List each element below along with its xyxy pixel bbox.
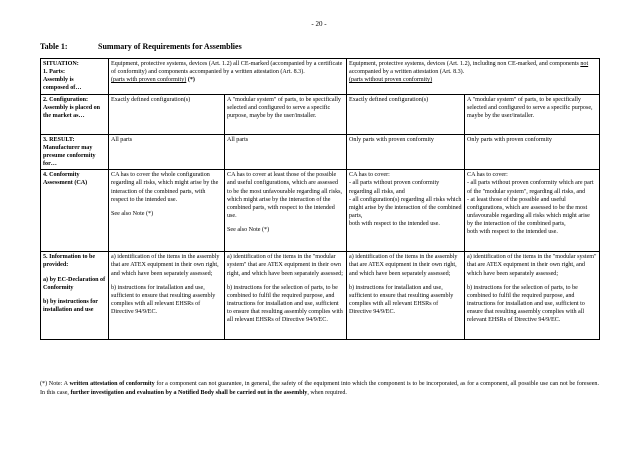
ca-line: - all configuration(s) regarding all risks which might arise by the interaction of the combined parts, (349, 196, 462, 220)
row-header-situation (41, 59, 109, 95)
info-b-text: b) instructions for the selection of parts, to be combined to fulfil the required purpose, and instructions for installation and use, sufficient to ensure that resulting assembly complies with all relevant EHSRs of Directive 94/9/EC. (467, 284, 585, 324)
footnote-bold: written attestation of conformity (69, 381, 155, 387)
row-header-configuration: 2. Configuration: Assembly is placed on the market as… (41, 94, 109, 134)
info-a-text: a) identification of the items in the assembly that are ATEX equipment in their own right, and which have been separately assessed; (349, 254, 458, 277)
requirements-table (40, 58, 600, 340)
result-cell: All parts (225, 134, 347, 170)
header-line: SITUATION: (43, 61, 79, 67)
header-line: Assembly is (43, 77, 74, 84)
parts-proven-text: Equipment, protective systems, devices (Art. 1.2) all CE-marked (accompanied by a certificate of conformity) and components accompanied by a written attestation (Art. 8.3). (111, 61, 343, 76)
page-number: - 20 - (311, 20, 327, 28)
ca-cell (109, 170, 225, 252)
footnote (40, 380, 599, 398)
ca-line: CA has to cover: (349, 172, 390, 179)
info-b-text: b) instructions for installation and use, sufficient to ensure that resulting assembly complies with all relevant EHSRs of Directive 94/9/EC. (349, 284, 454, 316)
parts-unproven-text-end: accompanied by a written attestation (Art. 8.3). (349, 69, 465, 76)
result-cell: Only parts with proven conformity (347, 134, 465, 170)
table-title: Summary of Requirements for Assemblies (98, 42, 242, 51)
footnote-bold: further investigation and evaluation by a Notified Body shall be carried out in the assembly (70, 390, 308, 397)
header-line: b) by instructions for installation and use (43, 298, 98, 314)
info-a-text: a) identification of the items in the "modular system" that are ATEX equipment in their own right, and which have been separately assessed; (467, 254, 597, 277)
note-marker: (*) (186, 77, 195, 84)
info-b-text: b) instructions for the selection of parts, to be combined to fulfil the required purpose, and instructions for installation and use, sufficient to ensure that resulting assembly complies with all relevant EHSRs of Directive 94/9/EC. (227, 284, 343, 324)
info-a-text: a) identification of the items in the assembly that are ATEX equipment in their own right, and which have been separately assessed; (111, 254, 220, 277)
footnote-text: (*) Note: A (40, 381, 70, 387)
info-a-text: a) identification of the items in the "modular system" that are ATEX equipment in their own right, and which have been separately assessed; (227, 254, 343, 277)
table-caption (40, 42, 242, 51)
ca-note: See also Note (*) (227, 227, 270, 234)
info-cell (225, 252, 347, 340)
info-cell (109, 252, 225, 340)
row-header-result: 3. RESULT: Manufacturer may presume conformity for… (41, 134, 109, 170)
config-cell: Exactly defined configuration(s) (347, 94, 465, 134)
header-line: 5. Information to be provided: (43, 254, 96, 269)
ca-cell (465, 170, 600, 252)
table-row-configuration (41, 94, 600, 134)
ca-line: - all parts without proven conformity which are part of the "modular system", regarding all risks, and (467, 180, 594, 195)
ca-line: CA has to cover: (467, 172, 508, 179)
parts-unproven-text: Equipment, protective systems, devices (Art. 1.2), including non CE-marked, and components (349, 61, 581, 67)
table-row-situation (41, 59, 600, 95)
ca-line: - at least those of the possible and useful configurations, which are assessed to be the most unfavourable regarding all risks which might arise by the interaction of the combined parts, (467, 196, 590, 228)
table-row-information (41, 252, 600, 340)
table-row-conformity-assessment (41, 170, 600, 252)
result-cell: Only parts with proven conformity (465, 134, 600, 170)
parts-unproven-label: (parts without proven conformity) (349, 77, 433, 84)
parts-proven-label: (parts with proven conformity) (111, 77, 187, 84)
config-cell: A "modular system" of parts, to be specifically selected and configured to serve a specific purpose, maybe by the user/installer. (465, 94, 600, 134)
row-header-ca: 4. Conformity Assessment (CA) (41, 170, 109, 252)
header-line: a) by EC-Declaration of Conformity (43, 276, 106, 291)
table-number: Table 1: (40, 42, 68, 51)
row-header-information (41, 252, 109, 340)
emphasis-not: not (580, 61, 589, 67)
ca-text: CA has to cover at least those of the possible and useful configurations, which are assessed to be the most unfavourable regarding all risks, which might arise by the interaction of the combined parts, with respect to the intended use. (227, 172, 343, 220)
ca-line: both with respect to the intended use. (349, 221, 440, 228)
ca-note: See also Note (*) (111, 210, 154, 217)
ca-line: - all parts without proven conformity regarding all risks, and (349, 180, 440, 195)
header-line: 1. Parts: (43, 69, 65, 76)
ca-line: both with respect to the intended use. (467, 229, 558, 236)
parts-proven-cell (109, 59, 347, 95)
info-cell (347, 252, 465, 340)
ca-text: CA has to cover the whole configuration regarding all risks, which might arise by the interaction of the combined parts, with respect to the intended use. (111, 172, 219, 203)
table-row-result (41, 134, 600, 170)
footnote-text: for a component can not guarantee, in general, the safety of the equipment into which the component is to be incorporated, as for a component, all possible use can not be foreseen. In this case, (40, 381, 599, 397)
ca-cell (347, 170, 465, 252)
footnote-text: , when required. (307, 390, 347, 397)
config-cell: Exactly defined configuration(s) (109, 94, 225, 134)
result-cell: All parts (109, 134, 225, 170)
info-b-text: b) instructions for installation and use, sufficient to ensure that resulting assembly complies with all relevant EHSRs of Directive 94/9/EC. (111, 284, 216, 316)
header-line: composed of… (43, 85, 82, 92)
ca-cell (225, 170, 347, 252)
info-cell (465, 252, 600, 340)
config-cell: A "modular system" of parts, to be specifically selected and configured to serve a specific purpose, maybe by the user/installer. (225, 94, 347, 134)
parts-unproven-cell (347, 59, 600, 95)
